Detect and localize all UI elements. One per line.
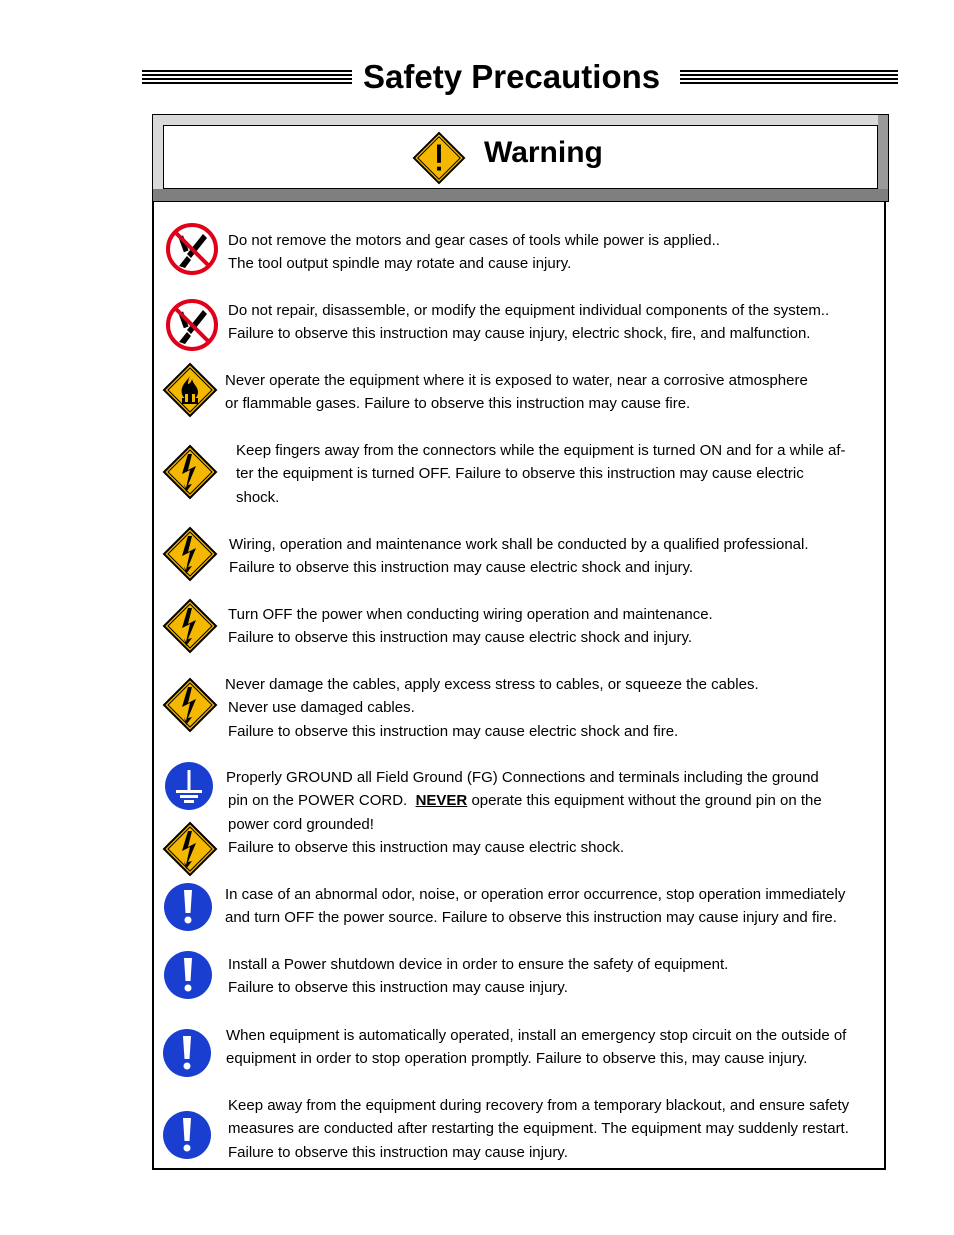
item-line: In case of an abnormal odor, noise, or operation error occurrence, stop operation immediately <box>225 886 846 903</box>
item-line: Keep away from the equipment during recovery from a temporary blackout, and ensure safety <box>228 1097 850 1114</box>
warning-title: Warning <box>484 136 603 169</box>
item-line: Failure to observe this instruction may cause injury. <box>228 979 568 997</box>
item-line-part: pin on the POWER CORD. <box>228 792 408 810</box>
item-line: Failure to observe this instruction may cause electric shock and injury. <box>229 559 694 577</box>
item-line: Never use damaged cables. <box>228 699 415 717</box>
ground-icon <box>164 761 214 811</box>
electric-shock-icon <box>162 677 218 733</box>
electric-shock-icon <box>162 598 218 654</box>
no-disassembly-icon <box>165 298 219 352</box>
item-line: Never operate the equipment where it is exposed to water, near a corrosive atmosphere <box>225 372 808 389</box>
item-line: Properly GROUND all Field Ground (FG) Connections and terminals including the ground <box>226 769 819 786</box>
mandatory-icon <box>162 1028 212 1078</box>
item-line: shock. <box>236 488 280 506</box>
item-line: equipment in order to stop operation promptly. Failure to observe this, may cause injury. <box>226 1050 808 1068</box>
item-line: measures are conducted after restarting the equipment. The equipment may suddenly restart. <box>228 1120 849 1138</box>
item-line-compound <box>226 789 822 812</box>
electric-shock-icon <box>162 526 218 582</box>
item-line: Turn OFF the power when conducting wiring operation and maintenance. <box>228 606 713 623</box>
item-line: Do not remove the motors and gear cases of tools while power is applied.. <box>228 232 720 249</box>
fire-hazard-icon <box>162 362 218 418</box>
page-title: Safety Precautions <box>363 58 661 95</box>
title-row <box>140 58 900 102</box>
title-rule-right <box>680 70 898 86</box>
never-emphasis: NEVER <box>415 792 468 810</box>
item-line: Install a Power shutdown device in order to ensure the safety of equipment. <box>228 956 729 973</box>
item-line: When equipment is automatically operated, install an emergency stop circuit on the outside of <box>226 1027 847 1044</box>
item-line: ter the equipment is turned OFF. Failure to observe this instruction may cause electric <box>236 465 804 483</box>
item-line: and turn OFF the power source. Failure to observe this instruction may cause injury and fire. <box>225 909 837 927</box>
no-disassembly-icon <box>165 222 219 276</box>
item-line: or flammable gases. Failure to observe this instruction may cause fire. <box>225 395 691 413</box>
item-line: power cord grounded! <box>228 815 374 833</box>
item-line: Failure to observe this instruction may cause injury. <box>228 1143 568 1161</box>
item-line: Do not repair, disassemble, or modify the equipment individual components of the system.. <box>228 302 830 319</box>
title-rule-left <box>142 70 352 86</box>
electric-shock-icon <box>162 444 218 500</box>
item-line: Wiring, operation and maintenance work shall be conducted by a qualified professional. <box>229 536 809 553</box>
mandatory-icon <box>163 882 213 932</box>
item-line: Failure to observe this instruction may cause electric shock and injury. <box>228 629 693 647</box>
caution-icon <box>412 131 466 185</box>
item-line: Failure to observe this instruction may cause electric shock and fire. <box>228 722 679 740</box>
item-line: Failure to observe this instruction may cause electric shock. <box>228 838 624 856</box>
item-line: Failure to observe this instruction may cause injury, electric shock, fire, and malfunction. <box>228 325 811 343</box>
mandatory-icon <box>163 950 213 1000</box>
item-line: Never damage the cables, apply excess stress to cables, or squeeze the cables. <box>225 676 759 693</box>
electric-shock-icon <box>162 821 218 877</box>
item-line: The tool output spindle may rotate and cause injury. <box>228 255 572 273</box>
item-line-part: operate this equipment without the ground pin on the <box>471 792 822 810</box>
item-line: Keep fingers away from the connectors while the equipment is turned ON and for a while af- <box>236 442 846 459</box>
mandatory-icon <box>162 1110 212 1160</box>
